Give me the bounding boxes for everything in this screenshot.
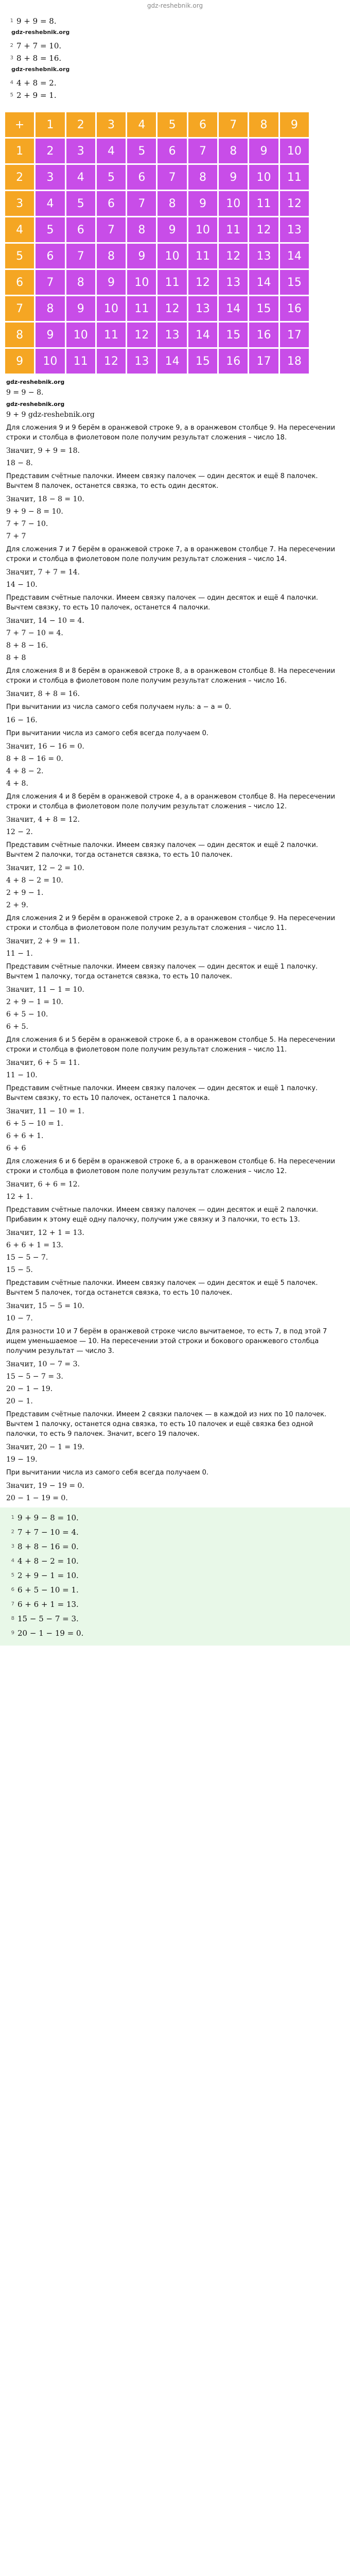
explanation-text: Для сложения 8 и 8 берём в оранжевой строке 8, а в оранжевом столбце 8. На пересечении строки и столбца в фиолетовом поле получим результат сложения – число 16.	[6, 667, 336, 685]
answers-block	[0, 1507, 350, 1646]
equation-line: 8 + 8 − 16 = 0.	[6, 755, 63, 763]
table-sum-cell: 12	[219, 244, 248, 268]
equation-line: 6 + 6 + 1 = 13.	[6, 1241, 63, 1249]
equation-line: 16 − 16.	[6, 716, 38, 724]
watermark: gdz-reshebnik.org	[11, 66, 70, 73]
table-sum-cell: 12	[188, 270, 217, 295]
table-row-header: 4	[5, 217, 34, 242]
table-sum-cell: 7	[157, 165, 186, 190]
equation-line: Значит, 6 + 5 = 11.	[6, 1059, 80, 1067]
answer-expression: 4 + 8 − 2 = 10.	[18, 1556, 79, 1566]
explanation-text: Представим счётные палочки. Имеем связку палочек — один десяток и ещё 2 палочки. Прибавим к этому ещё одну палочку, получим уже связку и 3 палочки, то есть 13.	[6, 1206, 318, 1224]
table-sum-cell: 4	[66, 165, 95, 190]
equation-line: Значит, 10 − 7 = 3.	[6, 1360, 80, 1368]
table-sum-cell: 12	[280, 191, 309, 216]
watermark: gdz-reshebnik.org	[11, 29, 70, 36]
answer-number: 1	[11, 1515, 14, 1520]
table-sum-cell: 8	[127, 217, 156, 242]
explanation-text: Представим счётные палочки. Имеем связку палочек — один десяток и ещё 4 палочки. Вычтем связку, то есть 10 палочек, останется 4 палочки.	[6, 594, 318, 612]
answer-row	[6, 1583, 344, 1597]
table-header-cell: 5	[157, 112, 186, 137]
table-sum-cell: 15	[219, 323, 248, 347]
table-sum-cell: 13	[219, 270, 248, 295]
table-sum-cell: 9	[97, 270, 126, 295]
table-row-header: 7	[5, 296, 34, 321]
equation-line: 9 = 9 − 8.	[6, 388, 44, 397]
task-row	[6, 54, 350, 63]
table-sum-cell: 11	[127, 296, 156, 321]
answer-expression: 15 − 5 − 7 = 3.	[18, 1614, 79, 1623]
equation-line: 15 − 5 − 7.	[6, 1253, 48, 1262]
table-sum-cell: 7	[66, 244, 95, 268]
equation-line: 15 − 5 − 7 = 3.	[6, 1372, 63, 1381]
answer-row	[6, 1539, 344, 1554]
table-sum-cell: 2	[36, 139, 64, 163]
table-sum-cell: 10	[66, 323, 95, 347]
table-sum-cell: 11	[219, 217, 248, 242]
table-sum-cell: 11	[66, 349, 95, 374]
explanation-text: Представим счётные палочки. Имеем связку палочек — один десяток и ещё 8 палочек. Вычтем 8 палочек, останется связка, то есть один десяток.	[6, 472, 318, 490]
equation-line: 4 + 8.	[6, 779, 28, 788]
equation-line: 4 + 8 − 2 = 10.	[6, 876, 63, 885]
explanation-text: Для сложения 7 и 7 берём в оранжевой строке 7, а в оранжевом столбце 7. На пересечении строки и столбца в фиолетовом поле получим результат сложения – число 14.	[6, 546, 336, 563]
watermark: gdz-reshebnik.org	[6, 379, 65, 385]
table-row-header: 8	[5, 323, 34, 347]
equation-line: 11 − 10.	[6, 1071, 38, 1079]
table-sum-cell: 7	[36, 270, 64, 295]
table-sum-cell: 9	[188, 191, 217, 216]
answer-expression: 7 + 7 − 10 = 4.	[18, 1528, 79, 1537]
table-sum-cell: 9	[249, 139, 278, 163]
task-number: 1	[10, 18, 13, 24]
equation-line: 10 − 7.	[6, 1314, 33, 1323]
answer-expression: 20 − 1 − 19 = 0.	[18, 1629, 84, 1638]
table-sum-cell: 9	[157, 217, 186, 242]
addition-table	[5, 112, 309, 374]
equation-line: 18 − 8.	[6, 459, 33, 467]
explanation-text: При вычитании из числа самого себя получаем нуль: a − a = 0.	[6, 703, 232, 711]
answer-expression: 6 + 6 + 1 = 13.	[18, 1600, 79, 1609]
task-number: 3	[10, 55, 13, 61]
equation-line: Значит, 2 + 9 = 11.	[6, 937, 80, 945]
task-expression: 7 + 7 = 10.	[16, 41, 62, 50]
equation-line: 7 + 7	[6, 532, 26, 540]
answer-number: 7	[11, 1601, 14, 1607]
table-sum-cell: 5	[127, 139, 156, 163]
equation-line: Значит, 14 − 10 = 4.	[6, 617, 84, 625]
equation-line: 4 + 8 − 2.	[6, 767, 44, 775]
task-number: 5	[10, 92, 13, 98]
addition-grid	[5, 112, 309, 374]
task-number: 4	[10, 80, 13, 86]
equation-line: Значит, 20 − 1 = 19.	[6, 1443, 84, 1451]
table-sum-cell: 14	[249, 270, 278, 295]
task-row	[6, 41, 350, 50]
task-expression: 2 + 9 = 1.	[16, 91, 57, 100]
table-sum-cell: 9	[66, 296, 95, 321]
equation-line: 7 + 7 − 10.	[6, 520, 48, 528]
equation-line: 12 + 1.	[6, 1193, 33, 1201]
equation-line: 20 − 1.	[6, 1397, 33, 1405]
table-sum-cell: 10	[219, 191, 248, 216]
table-sum-cell: 7	[97, 217, 126, 242]
equation-line: 20 − 1 − 19 = 0.	[6, 1494, 68, 1502]
equation-line: Значит, 15 − 5 = 10.	[6, 1302, 84, 1310]
answer-row	[6, 1597, 344, 1612]
table-sum-cell: 3	[66, 139, 95, 163]
equation-line: 6 + 5 − 10.	[6, 1010, 48, 1019]
explanation-text: Для сложения 2 и 9 берём в оранжевой строке 2, а в оранжевом столбце 9. На пересечении строки и столбца в фиолетовом поле получим результат сложения – число 11.	[6, 914, 336, 932]
equation-line: Значит, 9 + 9 = 18.	[6, 447, 80, 455]
table-sum-cell: 8	[188, 165, 217, 190]
table-sum-cell: 13	[249, 244, 278, 268]
table-sum-cell: 13	[157, 323, 186, 347]
table-sum-cell: 11	[188, 244, 217, 268]
table-sum-cell: 9	[36, 323, 64, 347]
table-header-cell: 8	[249, 112, 278, 137]
task-row	[6, 91, 350, 100]
equation-line: 9 + 9 gdz-reshebnik.org	[6, 411, 95, 419]
table-row-header: 2	[5, 165, 34, 190]
task-row	[6, 16, 350, 26]
answer-row	[6, 1612, 344, 1626]
equation-line: 8 + 8 − 16.	[6, 641, 48, 650]
table-row-header: 5	[5, 244, 34, 268]
table-sum-cell: 17	[249, 349, 278, 374]
table-row-header: 3	[5, 191, 34, 216]
equation-line: Значит, 11 − 10 = 1.	[6, 1107, 84, 1115]
equation-line: Значит, 12 − 2 = 10.	[6, 864, 84, 872]
explanation-text: При вычитании числа из самого себя всегда получаем 0.	[6, 730, 208, 737]
table-sum-cell: 16	[219, 349, 248, 374]
table-sum-cell: 5	[36, 217, 64, 242]
watermark: gdz-reshebnik.org	[6, 401, 65, 408]
answer-number: 5	[11, 1572, 14, 1578]
task-list	[0, 11, 350, 100]
equation-line: 15 − 5.	[6, 1266, 33, 1274]
table-sum-cell: 8	[157, 191, 186, 216]
site-watermark: gdz-reshebnik.org	[147, 2, 203, 9]
table-sum-cell: 11	[280, 165, 309, 190]
table-sum-cell: 10	[188, 217, 217, 242]
answer-row	[6, 1568, 344, 1583]
answer-number: 6	[11, 1587, 14, 1592]
table-sum-cell: 10	[249, 165, 278, 190]
table-sum-cell: 12	[97, 349, 126, 374]
table-header-cell: 1	[36, 112, 64, 137]
task-expression: 8 + 8 = 16.	[16, 54, 62, 63]
equation-line: Значит, 19 − 19 = 0.	[6, 1482, 84, 1490]
answer-number: 2	[11, 1529, 14, 1535]
table-sum-cell: 13	[188, 296, 217, 321]
equation-line: Значит, 12 + 1 = 13.	[6, 1229, 84, 1237]
equation-line: 8 + 8	[6, 654, 26, 662]
equation-line: 14 − 10.	[6, 581, 38, 589]
answer-expression: 8 + 8 − 16 = 0.	[18, 1542, 79, 1551]
table-sum-cell: 12	[249, 217, 278, 242]
table-sum-cell: 10	[97, 296, 126, 321]
equation-line: 2 + 9.	[6, 901, 28, 909]
task-expression: 4 + 8 = 2.	[16, 78, 57, 88]
table-sum-cell: 8	[66, 270, 95, 295]
equation-line: 19 − 19.	[6, 1455, 38, 1464]
answer-row	[6, 1554, 344, 1568]
table-corner-plus: +	[5, 112, 34, 137]
equation-line: Значит, 18 − 8 = 10.	[6, 495, 84, 503]
table-sum-cell: 6	[97, 191, 126, 216]
table-sum-cell: 10	[36, 349, 64, 374]
equation-line: Значит, 8 + 8 = 16.	[6, 690, 80, 698]
explanation-text: Для сложения 4 и 8 берём в оранжевой строке 4, а в оранжевом столбце 8. На пересечении строки и столбца в фиолетовом поле получим результат сложения – число 12.	[6, 793, 336, 810]
answer-number: 4	[11, 1558, 14, 1564]
table-header-cell: 2	[66, 112, 95, 137]
table-sum-cell: 6	[66, 217, 95, 242]
table-sum-cell: 5	[97, 165, 126, 190]
table-sum-cell: 7	[188, 139, 217, 163]
table-header-cell: 3	[97, 112, 126, 137]
table-sum-cell: 6	[127, 165, 156, 190]
task-number: 2	[10, 43, 13, 48]
equation-line: 6 + 6	[6, 1144, 26, 1153]
table-sum-cell: 4	[97, 139, 126, 163]
table-row-header: 6	[5, 270, 34, 295]
solution	[0, 374, 350, 1502]
table-sum-cell: 17	[280, 323, 309, 347]
table-sum-cell: 8	[97, 244, 126, 268]
watermark-line	[6, 66, 350, 75]
answer-number: 8	[11, 1616, 14, 1621]
answer-expression: 6 + 5 − 10 = 1.	[18, 1585, 79, 1595]
table-sum-cell: 14	[280, 244, 309, 268]
explanation-text: Представим счётные палочки. Имеем связку палочек — один десяток и ещё 2 палочки. Вычтем 2 палочки, тогда останется связка, то есть 10 палочек.	[6, 841, 318, 859]
table-sum-cell: 15	[249, 296, 278, 321]
equation-line: Значит, 11 − 1 = 10.	[6, 986, 84, 994]
answer-number: 3	[11, 1544, 14, 1549]
table-sum-cell: 5	[66, 191, 95, 216]
explanation-text: Для сложения 9 и 9 берём в оранжевой строке 9, а в оранжевом столбце 9. На пересечении строки и столбца в фиолетовом поле получим результат сложения – число 18.	[6, 424, 336, 442]
explanation-text: Для сложения 6 и 5 берём в оранжевой строке 6, а в оранжевом столбце 5. На пересечении строки и столбца в фиолетовом поле получим результат сложения – число 11.	[6, 1036, 336, 1054]
explanation-text: Для разности 10 и 7 берём в оранжевой строке число вычитаемое, то есть 7, в под этой 7 ищем уменьшаемое — 10. На пересечении этой строки и бокового оранжевого столбца получим результат — число 3.	[6, 1328, 327, 1355]
task-expression: 9 + 9 = 8.	[16, 16, 57, 26]
table-sum-cell: 10	[280, 139, 309, 163]
equation-line: 11 − 1.	[6, 950, 33, 958]
answer-number: 9	[11, 1630, 14, 1636]
table-sum-cell: 11	[97, 323, 126, 347]
table-sum-cell: 9	[127, 244, 156, 268]
table-sum-cell: 15	[188, 349, 217, 374]
table-sum-cell: 7	[127, 191, 156, 216]
equation-line: Значит, 6 + 6 = 12.	[6, 1180, 80, 1189]
equation-line: 12 − 2.	[6, 828, 33, 836]
equation-line: 6 + 6 + 1.	[6, 1132, 44, 1140]
watermark-line	[6, 29, 350, 38]
answer-expression: 2 + 9 − 1 = 10.	[18, 1571, 79, 1580]
equation-line: 2 + 9 − 1.	[6, 889, 44, 897]
table-sum-cell: 14	[219, 296, 248, 321]
table-sum-cell: 13	[127, 349, 156, 374]
table-sum-cell: 6	[157, 139, 186, 163]
equation-line: 6 + 5.	[6, 1023, 28, 1031]
answer-row	[6, 1525, 344, 1539]
table-header-cell: 6	[188, 112, 217, 137]
table-sum-cell: 12	[127, 323, 156, 347]
explanation-text: Представим счётные палочки. Имеем связку палочек — один десяток и ещё 5 палочек. Вычтем 5 палочек, тогда останется связка, то есть 10 палочек.	[6, 1279, 318, 1297]
equation-line: 20 − 1 − 19.	[6, 1385, 53, 1393]
equation-line: 9 + 9 − 8 = 10.	[6, 507, 63, 516]
table-sum-cell: 16	[280, 296, 309, 321]
table-sum-cell: 3	[36, 165, 64, 190]
table-sum-cell: 14	[157, 349, 186, 374]
table-sum-cell: 15	[280, 270, 309, 295]
answer-expression: 9 + 9 − 8 = 10.	[18, 1513, 79, 1522]
table-header-cell: 7	[219, 112, 248, 137]
table-sum-cell: 10	[127, 270, 156, 295]
equation-line: Значит, 7 + 7 = 14.	[6, 568, 80, 577]
table-sum-cell: 16	[249, 323, 278, 347]
table-header-cell: 4	[127, 112, 156, 137]
table-sum-cell: 6	[36, 244, 64, 268]
equation-line: 6 + 5 − 10 = 1.	[6, 1120, 63, 1128]
answer-row	[6, 1511, 344, 1525]
table-sum-cell: 8	[219, 139, 248, 163]
table-sum-cell: 8	[36, 296, 64, 321]
table-sum-cell: 18	[280, 349, 309, 374]
table-sum-cell: 11	[249, 191, 278, 216]
equation-line: Значит, 16 − 16 = 0.	[6, 742, 84, 751]
table-sum-cell: 9	[219, 165, 248, 190]
explanation-text: Для сложения 6 и 6 берём в оранжевой строке 6, а в оранжевом столбце 6. На пересечении строки и столбца в фиолетовом поле получим результат сложения – число 12.	[6, 1158, 336, 1175]
table-header-cell: 9	[280, 112, 309, 137]
table-sum-cell: 10	[157, 244, 186, 268]
table-row-header: 1	[5, 139, 34, 163]
table-sum-cell: 11	[157, 270, 186, 295]
table-sum-cell: 14	[188, 323, 217, 347]
table-sum-cell: 12	[157, 296, 186, 321]
explanation-text: Представим счётные палочки. Имеем связку палочек — один десяток и ещё 1 палочку. Вычтем 1 палочку, тогда останется связка, то есть 10 палочек.	[6, 963, 318, 980]
task-row	[6, 78, 350, 88]
explanation-text: При вычитании числа из самого себя всегда получаем 0.	[6, 1469, 208, 1477]
explanation-text: Представим счётные палочки. Имеем связку палочек — один десяток и ещё 1 палочку. Вычтем связку, то есть 10 палочек, останется 1 палочка.	[6, 1084, 318, 1102]
equation-line: 2 + 9 − 1 = 10.	[6, 998, 63, 1006]
equation-line: 7 + 7 − 10 = 4.	[6, 629, 63, 637]
table-row-header: 9	[5, 349, 34, 374]
equation-line: Значит, 4 + 8 = 12.	[6, 816, 80, 824]
explanation-text: Представим счётные палочки. Имеем 2 связки палочек — в каждой из них по 10 палочек. Вычтем 1 палочку, останется одна связка, то есть 10 палочек и ещё связка без одной палочки, то есть 9 палочек. Значит, всего 19 палочек.	[6, 1411, 327, 1438]
table-sum-cell: 13	[280, 217, 309, 242]
table-sum-cell: 4	[36, 191, 64, 216]
answer-row	[6, 1626, 344, 1640]
